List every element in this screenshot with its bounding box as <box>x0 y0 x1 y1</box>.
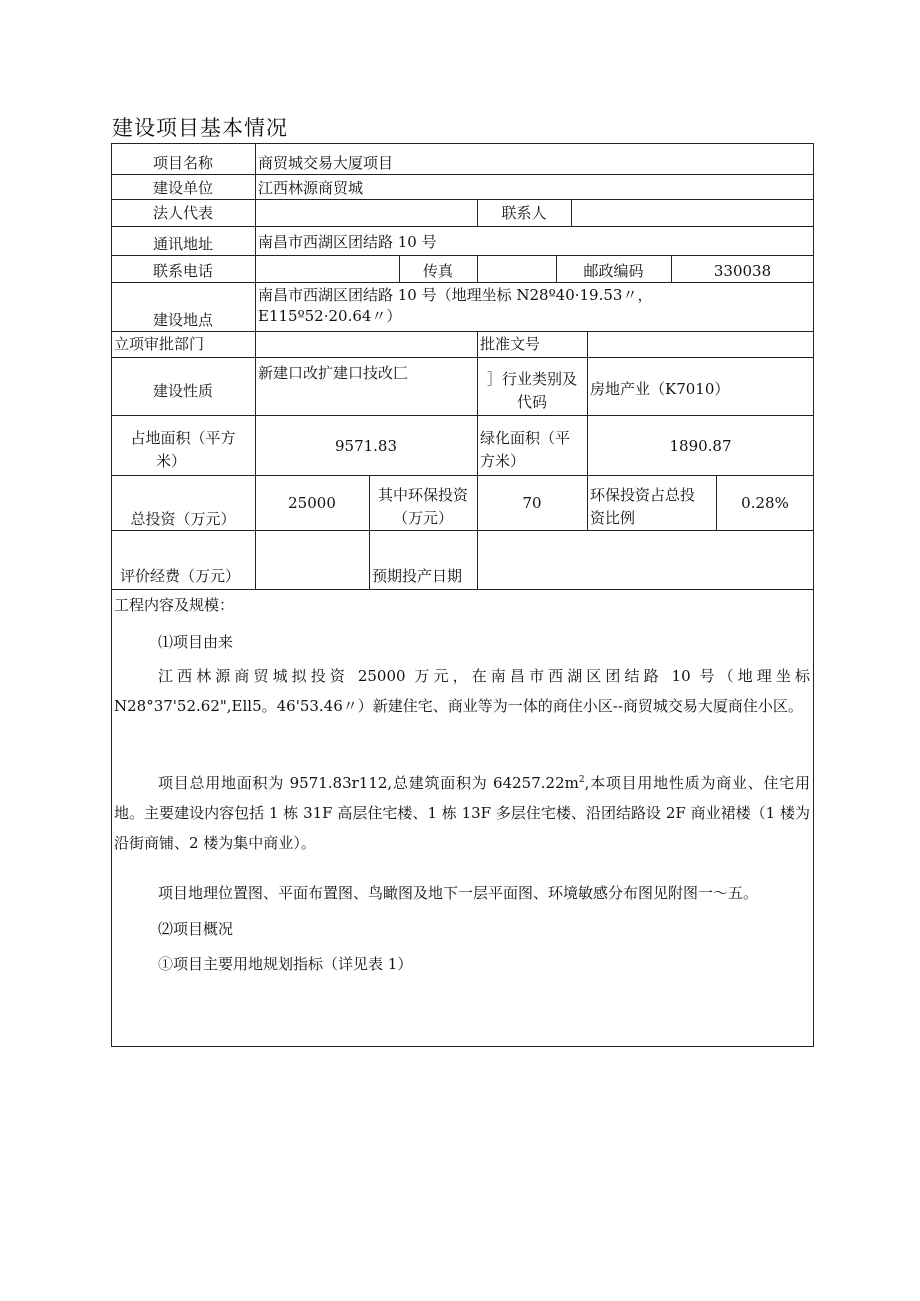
builder-label: 建设单位 <box>152 179 213 197</box>
production-date-label: 预期投产日期 <box>372 567 463 585</box>
paragraph-area <box>114 768 810 858</box>
row-divider <box>111 357 814 358</box>
subsection-origin: ⑴项目由来 <box>158 633 234 651</box>
investment-label: 总投资（万元） <box>130 510 236 528</box>
location-line-1: 南昌市西湖区团结路 10 号（地理坐标 N28º40·19.53〃， <box>258 286 653 304</box>
area-label-1: 占地面积（平方 <box>130 429 236 447</box>
env-ratio-label-1: 环保投资占总投 <box>590 486 696 504</box>
fax-label: 传真 <box>422 262 453 280</box>
row-divider <box>111 199 814 200</box>
green-label-1: 绿化面积（平 <box>480 429 571 447</box>
address-value: 南昌市西湖区团结路 10 号 <box>258 233 437 251</box>
page-title: 建设项目基本情况 <box>112 116 288 140</box>
row-divider <box>111 282 814 283</box>
column-divider <box>571 199 572 226</box>
content-heading: 工程内容及规模： <box>114 596 235 614</box>
subsection-indicators: ①项目主要用地规划指标（详见表 1） <box>158 955 413 973</box>
env-ratio-value: 0.28% <box>741 494 789 512</box>
column-divider <box>587 475 588 530</box>
paragraph-figures: 项目地理位置图、平面布置图、鸟瞰图及地下一层平面图、环境敏感分布图见附图一～五。 <box>158 884 759 902</box>
zip-value: 330038 <box>713 262 772 280</box>
column-divider <box>255 143 256 589</box>
evaluation-label: 评价经费（万元） <box>120 567 241 585</box>
area-value: 9571.83 <box>334 437 398 455</box>
location-line-2: E115º52·20.64〃） <box>258 307 402 325</box>
legal-rep-label: 法人代表 <box>152 204 213 222</box>
industry-label-2: 代码 <box>516 393 547 411</box>
green-label-2: 方米） <box>480 452 526 470</box>
row-divider <box>111 331 814 332</box>
column-divider <box>477 255 478 282</box>
paragraph-origin: 江西林源商贸城拟投资 25000 万元，在南昌市西湖区团结路 10 号（地理坐标 N28°37'52.62",Ell5。46'53.46〃）新建住宅、商业等为一体的商住小区--商贸城交易大厦商住小区。 <box>114 667 810 715</box>
row-divider <box>111 415 814 416</box>
paragraph-area-part-2: ,本项目用地性质为商业、住宅用地。主要建设内容包括 1 栋 31F 高层住宅楼、1 栋 13F 多层住宅楼、沿团结路设 2F 商业裙楼（1 楼为沿街商铺、2 楼为集中商业）。 <box>114 774 810 852</box>
row-divider <box>111 255 814 256</box>
approval-doc-label: 批准文号 <box>480 335 541 353</box>
industry-value: 房地产业（K7010） <box>590 380 730 398</box>
env-ratio-label-2: 资比例 <box>590 509 636 527</box>
industry-label-1: ］行业类别及 <box>486 370 577 388</box>
phone-label: 联系电话 <box>152 262 213 280</box>
project-name-label: 项目名称 <box>152 154 213 172</box>
subsection-overview: ⑵项目概况 <box>158 920 234 938</box>
contact-label: 联系人 <box>501 204 547 222</box>
area-label-2: 米） <box>155 452 186 470</box>
approval-label: 立项审批部门 <box>114 335 205 353</box>
nature-label: 建设性质 <box>152 382 213 400</box>
env-investment-value: 70 <box>522 494 542 512</box>
zip-label: 邮政编码 <box>583 262 644 280</box>
column-divider <box>587 331 588 415</box>
row-divider <box>111 226 814 227</box>
location-label: 建设地点 <box>152 311 213 329</box>
row-divider <box>111 589 814 590</box>
builder-value: 江西林源商贸城 <box>258 179 364 197</box>
project-name-value: 商贸城交易大厦项目 <box>258 154 394 172</box>
row-divider <box>111 475 814 476</box>
superscript-2: 2 <box>578 775 585 785</box>
green-value: 1890.87 <box>669 437 732 455</box>
row-divider <box>111 530 814 531</box>
investment-value: 25000 <box>288 494 336 512</box>
row-divider <box>111 174 814 175</box>
address-label: 通讯地址 <box>152 235 213 253</box>
nature-value: 新建口改扩建口技改匚 <box>258 364 409 382</box>
paragraph-area-part-1: 项目总用地面积为 9571.83r112,总建筑面积为 64257.22m <box>158 774 579 792</box>
env-investment-label-1: 其中环保投资 <box>377 486 468 504</box>
env-investment-label-2: （万元） <box>392 509 453 527</box>
